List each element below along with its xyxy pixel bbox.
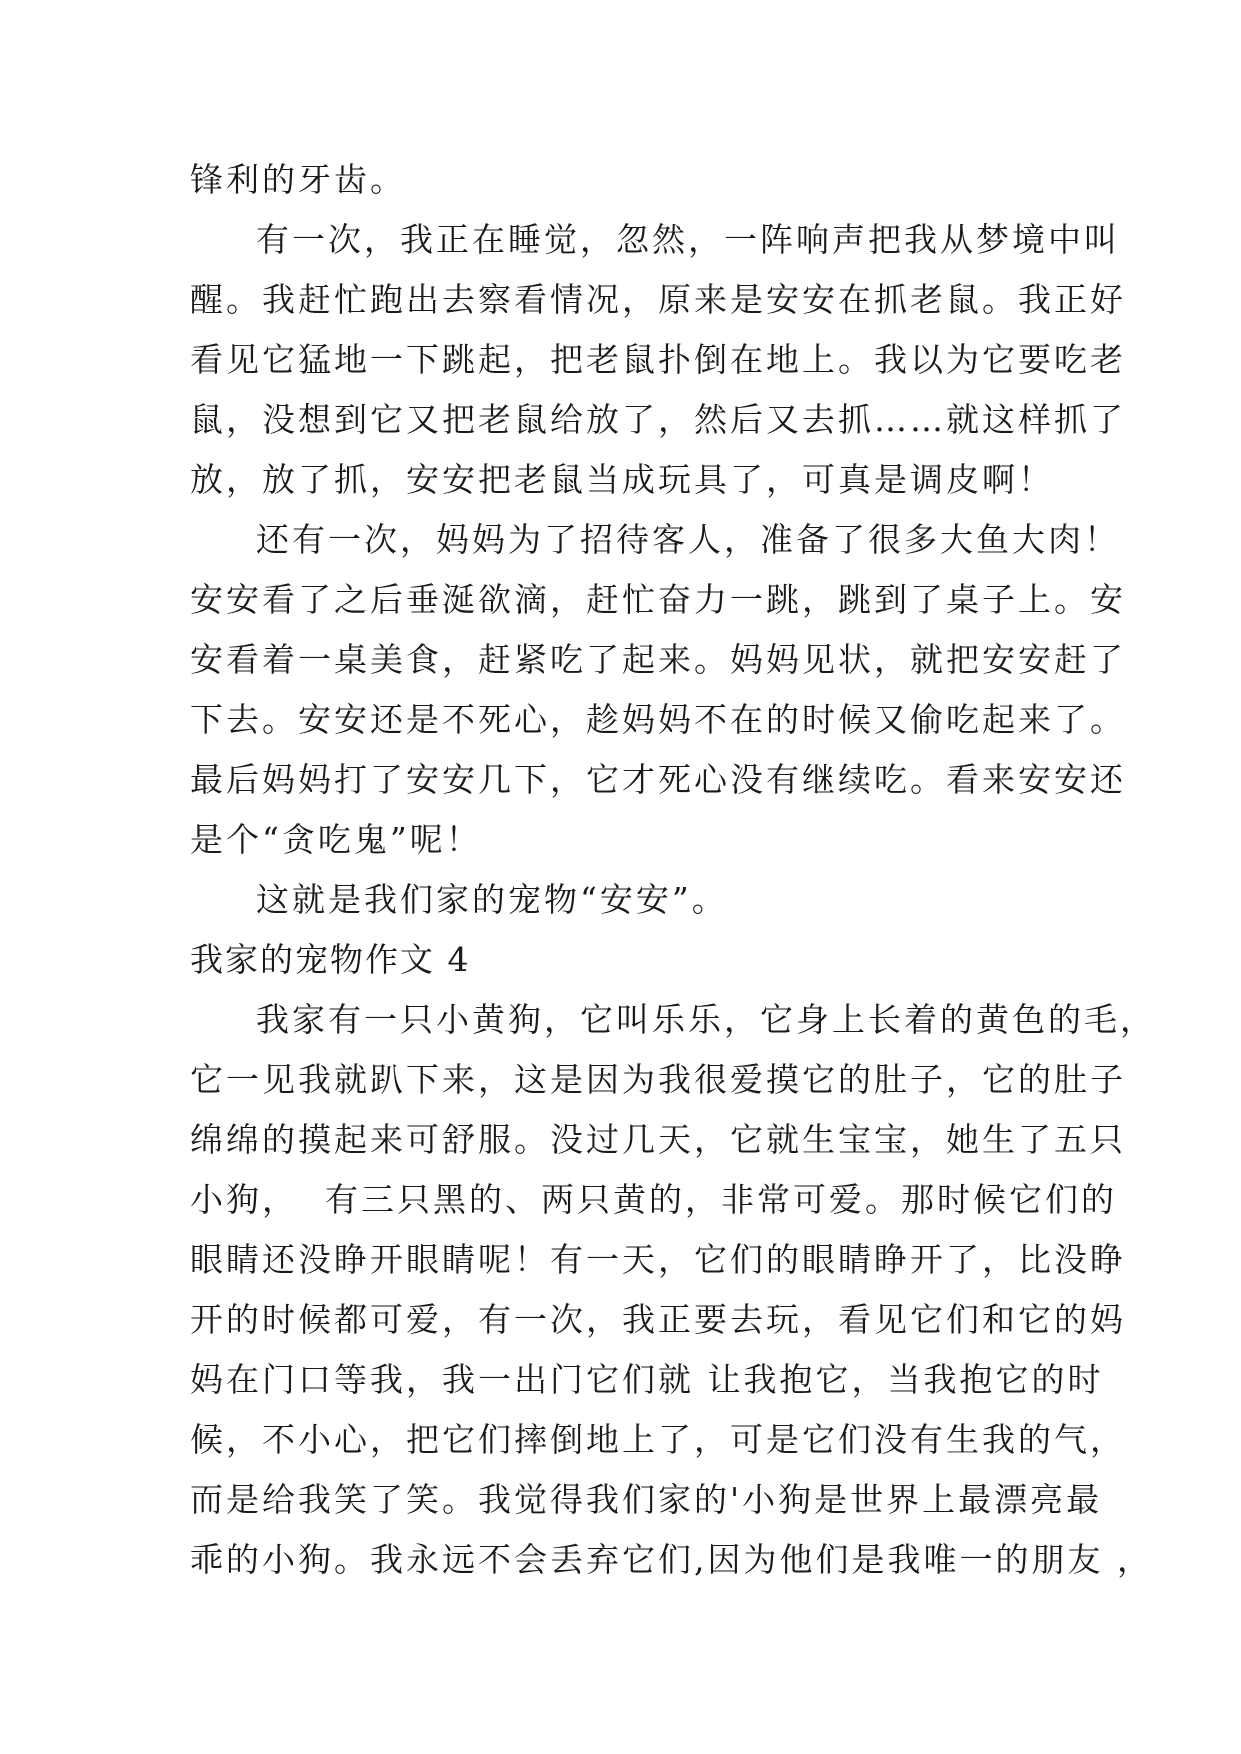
text-line: 还有一次，妈妈为了招待客人，准备了很多大鱼大肉！ [256,520,1120,559]
text-line: 锋利的牙齿。 [190,160,406,199]
text-line: 开的时候都可爱，有一次，我正要去玩，看见它们和它的妈 [190,1300,1126,1339]
text-line: 放，放了抓，安安把老鼠当成玩具了，可真是调皮啊！ [190,460,1054,499]
text-line: 这就是我们家的宠物“安安”。 [256,880,728,919]
text-line: 有一次，我正在睡觉，忽然，一阵响声把我从梦境中叫 [256,220,1120,259]
text-line: 它一见我就趴下来，这是因为我很爱摸它的肚子，它的肚子 [190,1060,1126,1099]
text-line: 乖的小狗。我永远不会丢弃它们,因为他们是我唯一的朋友 ， [190,1540,1153,1579]
text-line: 我家有一只小黄狗，它叫乐乐，它身上长着的黄色的毛， [256,1000,1156,1039]
text-line: 安安看了之后垂涎欲滴，赶忙奋力一跳，跳到了桌子上。安 [190,580,1126,619]
text-line: 眼睛还没睁开眼睛呢！有一天，它们的眼睛睁开了，比没睁 [190,1240,1126,1279]
text-line: 候，不小心，把它们摔倒地上了，可是它们没有生我的气， [190,1420,1126,1459]
text-line: 是个“贪吃鬼”呢！ [190,820,482,859]
text-line: 鼠，没想到它又把老鼠给放了，然后又去抓……就这样抓了 [190,400,1126,439]
text-line: 而是给我笑了笑。我觉得我们家的'小狗是世界上最漂亮最 [190,1480,1103,1519]
text-line: 下去。安安还是不死心，趁妈妈不在的时候又偷吃起来了。 [190,700,1126,739]
text-line: 醒。我赶忙跑出去察看情况，原来是安安在抓老鼠。我正好 [190,280,1126,319]
text-line: 小狗， 有三只黑的、两只黄的，非常可爱。那时候它们的 [190,1180,1117,1219]
text-line: 看见它猛地一下跳起，把老鼠扑倒在地上。我以为它要吃老 [190,340,1126,379]
section-heading: 我家的宠物作文 4 [190,940,471,979]
text-line: 安看着一桌美食，赶紧吃了起来。妈妈见状，就把安安赶了 [190,640,1126,679]
text-line: 绵绵的摸起来可舒服。没过几天，它就生宝宝，她生了五只 [190,1120,1126,1159]
text-line: 妈在门口等我，我一出门它们就 让我抱它，当我抱它的时 [190,1360,1104,1399]
text-line: 最后妈妈打了安安几下，它才死心没有继续吃。看来安安还 [190,760,1126,799]
document-body [190,150,1156,1590]
